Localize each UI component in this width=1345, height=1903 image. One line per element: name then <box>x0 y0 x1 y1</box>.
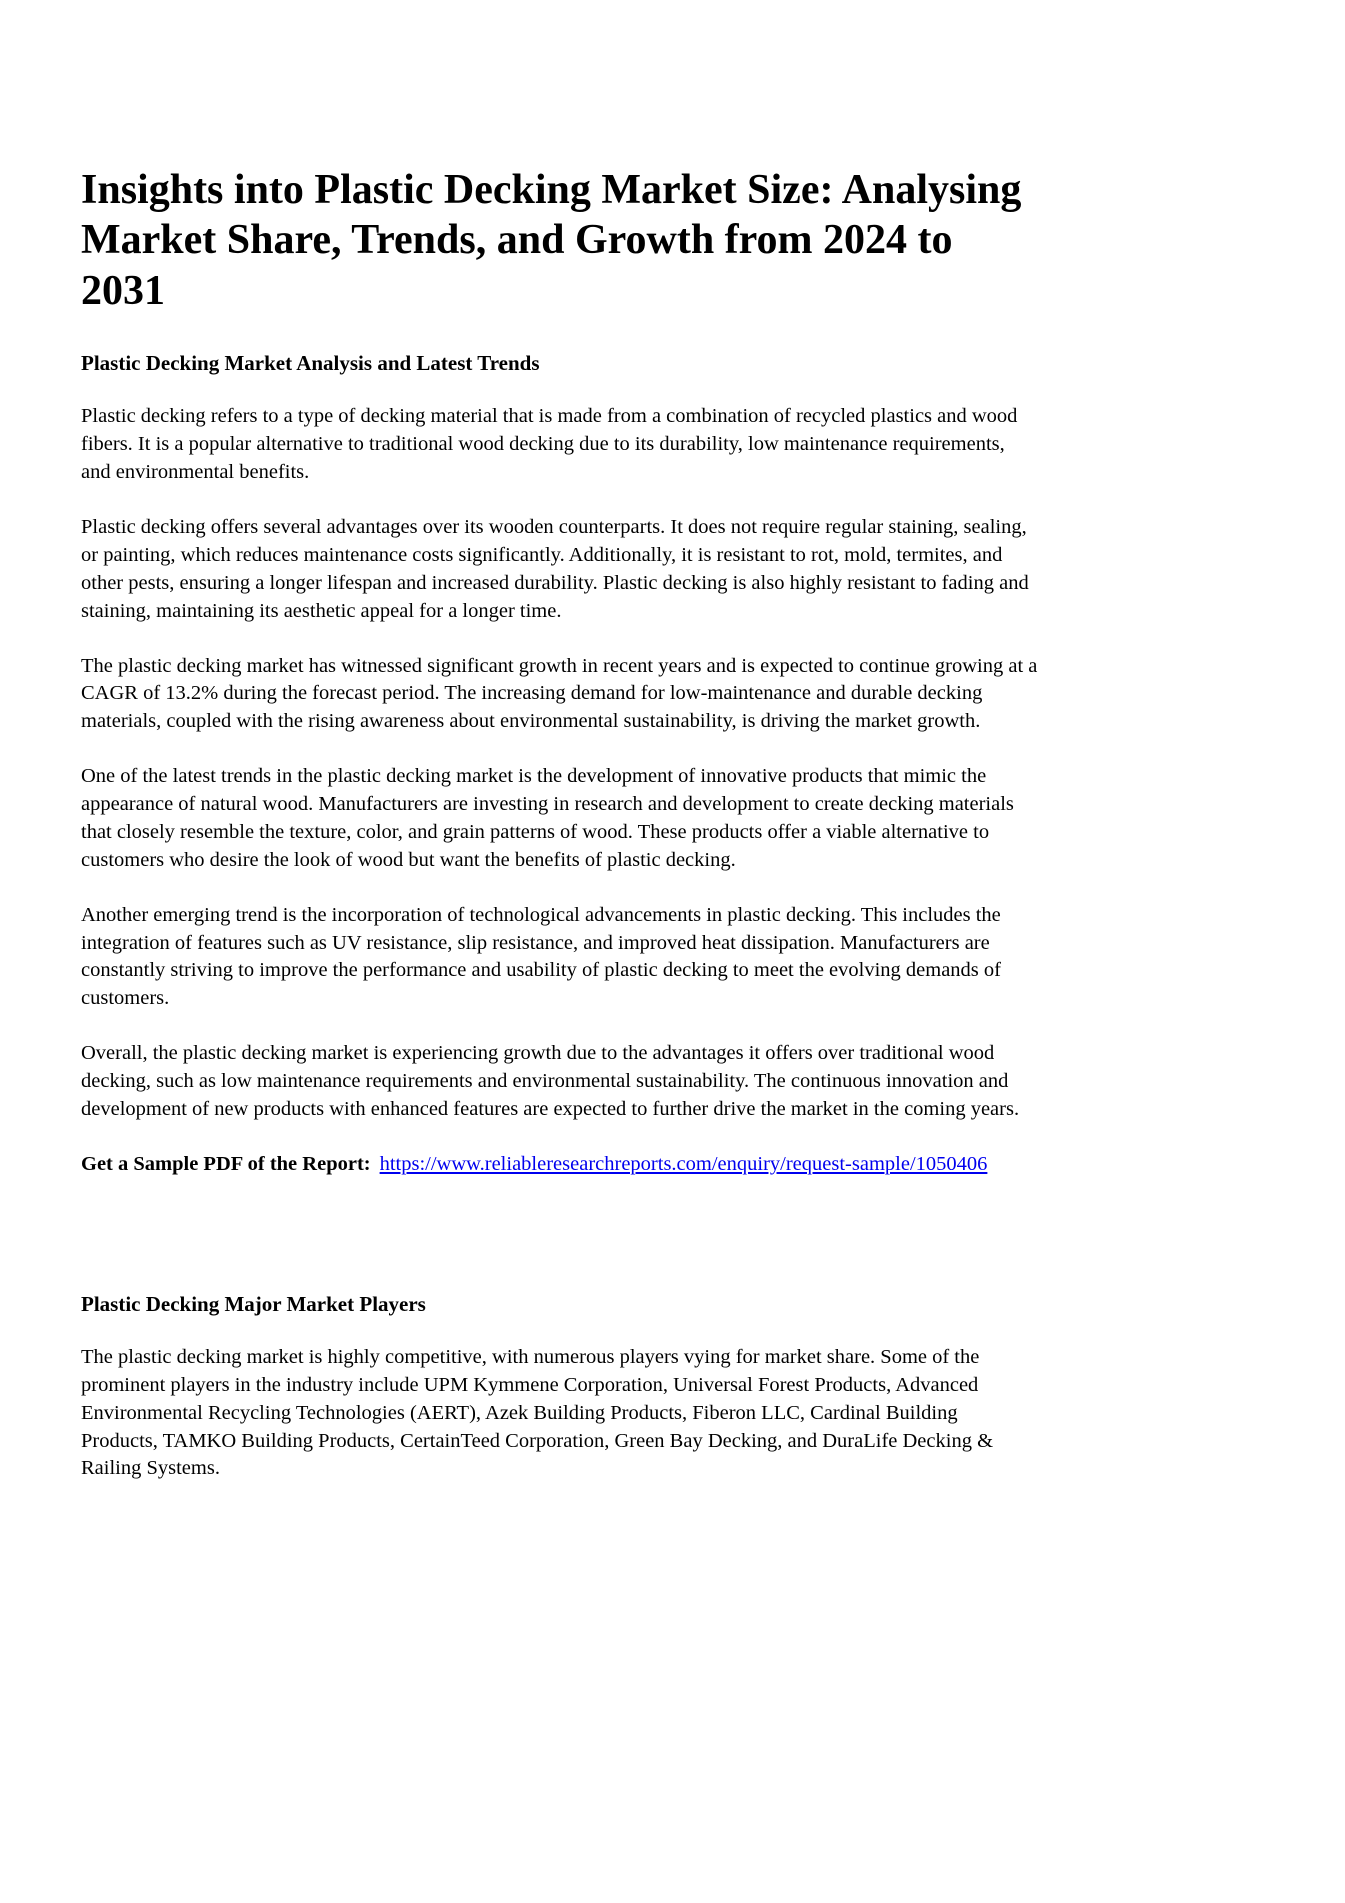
sample-report-line <box>81 1151 1039 1179</box>
sample-report-link[interactable]: https://www.reliableresearchreports.com/enquiry/request-sample/1050406 <box>379 1152 988 1175</box>
article-content <box>81 165 1039 1483</box>
paragraph-market-growth: The plastic decking market has witnessed significant growth in recent years and is expected to continue growing at a CAGR of 13.2% during the forecast period. The increasing demand for low-maintenance and durable decking materials, coupled with the rising awareness about environmental sustainability, is driving the market growth. <box>81 654 1038 733</box>
paragraph-latest-trends: One of the latest trends in the plastic decking market is the development of innovative products that mimic the appearance of natural wood. Manufacturers are investing in research and development to create decking materials that closely resemble the texture, color, and grain patterns of wood. These products offer a viable alternative to customers who desire the look of wood but want the benefits of plastic decking. <box>81 765 1014 871</box>
paragraph-market-players: The plastic decking market is highly competitive, with numerous players vying for market share. Some of the prominent players in the industry include UPM Kymmene Corporation, Universal Forest Products, Advanced Environmental Recycling Technologies (AERT), Azek Building Products, Fiberon LLC, Cardinal Building Products, TAMKO Building Products, CertainTeed Corporation, Green Bay Decking, and DuraLife Decking & Railing Systems. <box>81 1345 994 1480</box>
paragraph-advantages: Plastic decking offers several advantages over its wooden counterparts. It does not require regular staining, sealing, or painting, which reduces maintenance costs significantly. Additionally, it is resistant to rot, mold, termites, and other pests, ensuring a longer lifespan and increased durability. Plastic decking is also highly resistant to fading and staining, maintaining its aesthetic appeal for a longer time. <box>81 516 1029 622</box>
paragraph-overall: Overall, the plastic decking market is experiencing growth due to the advantages it offers over traditional wood decking, such as low maintenance requirements and environmental sustainability. The continuous innovation and development of new products with enhanced features are expected to further drive the market in the coming years. <box>81 1042 1020 1120</box>
sample-report-label: Get a Sample PDF of the Report: <box>81 1152 371 1175</box>
article-title: Insights into Plastic Decking Market Size: Analysing Market Share, Trends, and Growth from 2024 to 2031 <box>81 167 1022 314</box>
paragraph-intro: Plastic decking refers to a type of decking material that is made from a combination of recycled plastics and wood fibers. It is a popular alternative to traditional wood decking due to its durability, low maintenance requirements, and environmental benefits. <box>81 405 1018 484</box>
paragraph-tech-advancements: Another emerging trend is the incorporation of technological advancements in plastic decking. This includes the integration of features such as UV resistance, slip resistance, and improved heat dissipation. Manufacturers are constantly striving to improve the performance and usability of plastic decking to meet the evolving demands of customers. <box>81 903 1001 1010</box>
section-heading-major-market-players: Plastic Decking Major Market Players <box>81 1291 426 1316</box>
section-heading-market-analysis: Plastic Decking Market Analysis and Latest Trends <box>81 351 540 376</box>
